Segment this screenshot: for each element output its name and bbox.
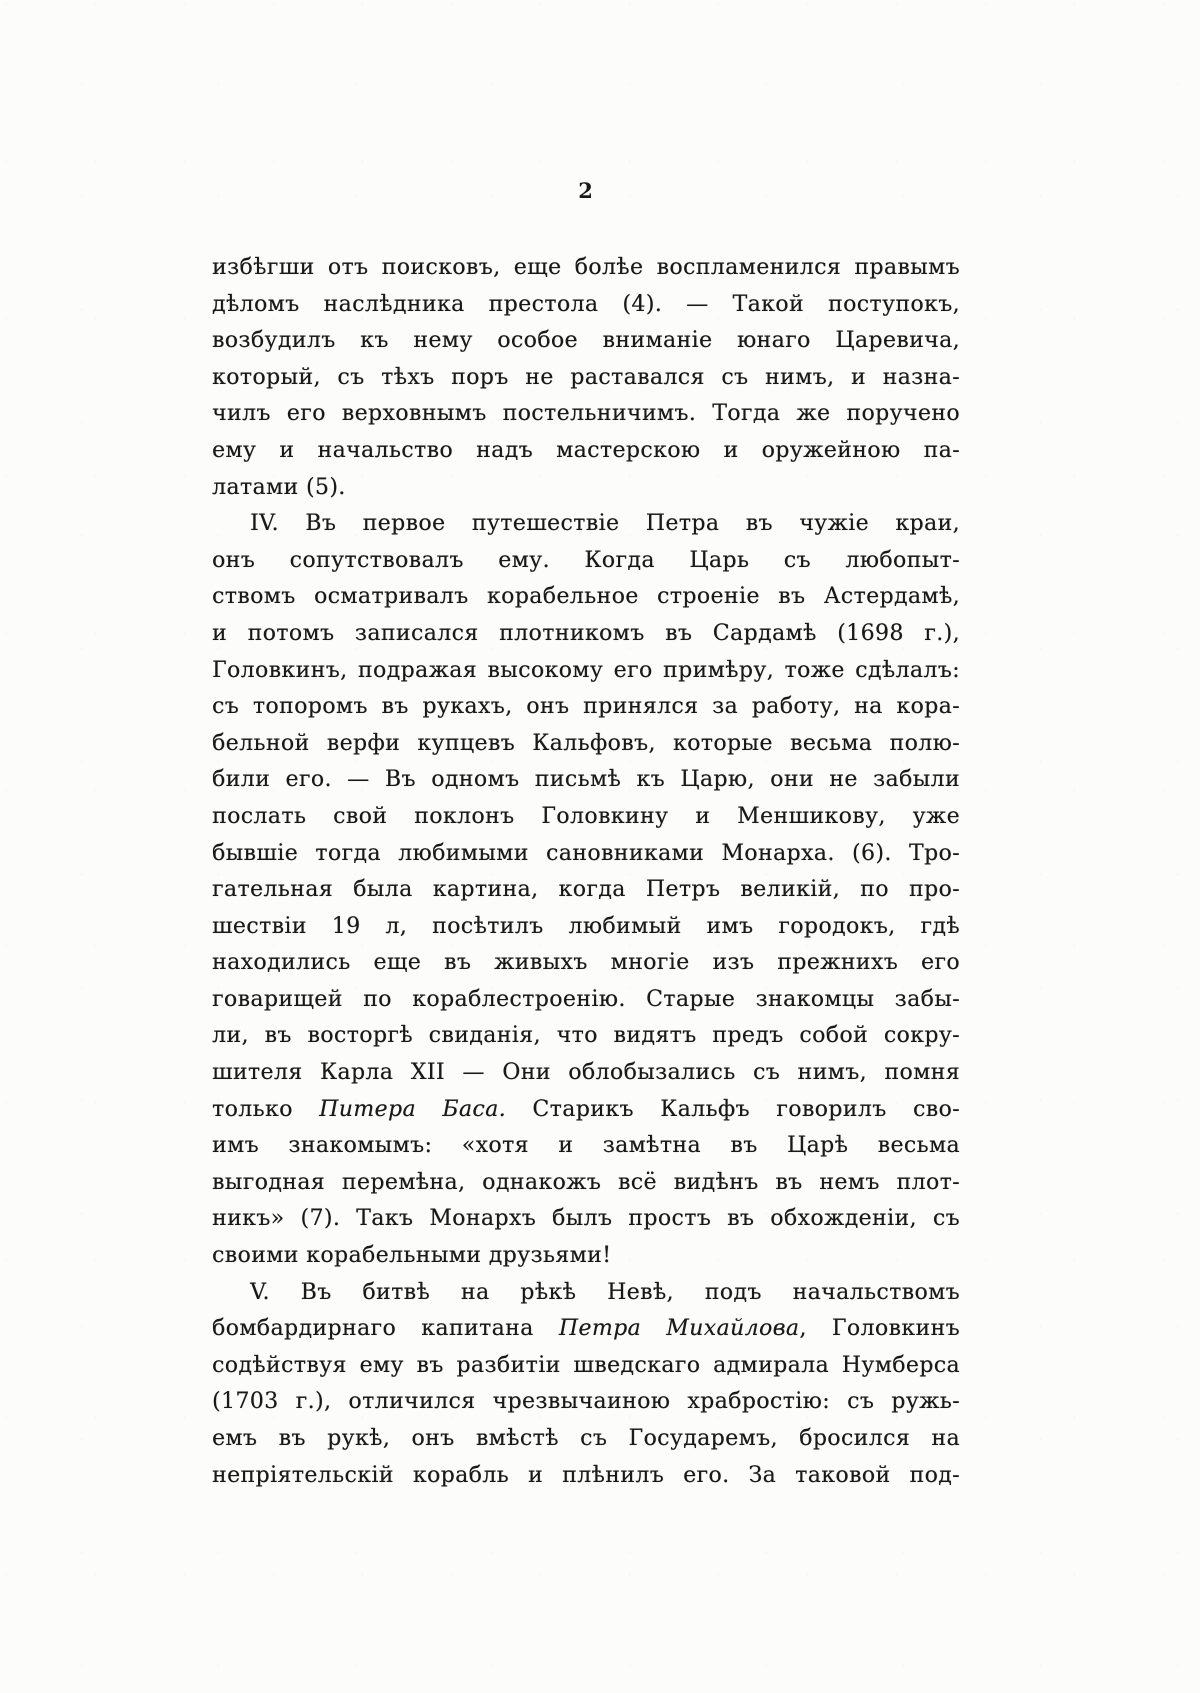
text-segment: шествіи 19 л, посѣтилъ любимый имъ городокъ, гдѣ	[212, 913, 960, 939]
text-line	[212, 726, 960, 763]
text-line	[212, 1238, 960, 1275]
text-line	[212, 1421, 960, 1458]
text-line	[212, 506, 960, 543]
text-segment: ему и начальство надъ мастерскою и оружейною па-	[212, 437, 960, 463]
text-line	[212, 323, 960, 360]
text-segment: бывшіе тогда любимыми сановниками Монарха. (6). Тро-	[212, 840, 960, 866]
text-line	[212, 433, 960, 470]
text-line	[212, 909, 960, 946]
text-segment: бомбардирнаго капитана	[212, 1316, 559, 1342]
text-segment: находились еще въ живыхъ многіе изъ прежнихъ его	[212, 950, 960, 976]
text-line	[212, 1384, 960, 1421]
text-line	[212, 1128, 960, 1165]
text-line	[212, 1275, 960, 1312]
text-segment: IV. Въ первое путешествіе Петра въ чужіе краи,	[250, 511, 960, 537]
page-body	[212, 250, 960, 1494]
page-number: 2	[578, 178, 594, 203]
text-line	[212, 1092, 960, 1129]
text-line	[212, 799, 960, 836]
text-line	[212, 1201, 960, 1238]
text-line	[212, 1018, 960, 1055]
text-line	[212, 762, 960, 799]
italic-text-segment: Питера Баса.	[319, 1096, 507, 1122]
text-segment: гательная была картина, когда Петръ великій, по про-	[212, 877, 960, 903]
text-segment: своими корабельными друзьями!	[212, 1243, 612, 1269]
text-segment: никъ» (7). Такъ Монархъ былъ простъ въ обхожденіи, съ	[212, 1206, 960, 1232]
text-segment: , Головкинъ	[799, 1316, 960, 1342]
text-line	[212, 982, 960, 1019]
text-segment: имъ знакомымъ: «хотя и замѣтна въ Царѣ весьма	[212, 1133, 960, 1159]
text-line	[212, 1311, 960, 1348]
text-segment: который, съ тѣхъ поръ не раставался съ нимъ, и назна-	[212, 364, 960, 390]
text-line	[212, 1458, 960, 1495]
text-line	[212, 945, 960, 982]
text-segment: и потомъ записался плотникомъ въ Сардамѣ (1698 г.),	[212, 620, 960, 646]
text-segment: бельной верфи купцевъ Кальфовъ, которые весьма полю-	[212, 730, 960, 756]
text-line	[212, 689, 960, 726]
text-segment: выгодная перемѣна, однакожъ всё видѣнъ въ немъ плот-	[212, 1169, 960, 1195]
text-line	[212, 872, 960, 909]
text-segment: возбудилъ къ нему особое вниманіе юнаго Царевича,	[212, 328, 960, 354]
text-line	[212, 360, 960, 397]
text-segment: только	[212, 1096, 320, 1122]
text-line	[212, 616, 960, 653]
text-line	[212, 1165, 960, 1202]
text-line	[212, 543, 960, 580]
text-segment: шителя Карла XII — Они облобызались съ нимъ, помня	[212, 1060, 960, 1086]
italic-text-segment: Петра Михайлова	[558, 1316, 800, 1342]
text-segment: V. Въ битвѣ на рѣкѣ Невѣ, подъ начальствомъ	[250, 1279, 960, 1305]
text-segment: онъ сопутствовалъ ему. Когда Царь съ любопыт-	[212, 547, 960, 573]
text-segment: Головкинъ, подражая высокому его примѣру, тоже сдѣлалъ:	[212, 657, 960, 683]
text-segment: ствомъ осматривалъ корабельное строеніе въ Астердамѣ,	[212, 584, 960, 610]
text-segment: ли, въ восторгѣ свиданія, что видятъ предъ собой сокру-	[212, 1023, 960, 1049]
text-segment: съ топоромъ въ рукахъ, онъ принялся за работу, на кора-	[212, 694, 960, 720]
text-segment: говарищей по кораблестроенію. Старые знакомцы забы-	[212, 986, 960, 1012]
text-line	[212, 1055, 960, 1092]
text-segment: латами (5).	[212, 474, 346, 500]
text-segment: Старикъ Кальфъ говорилъ сво-	[506, 1096, 960, 1122]
text-segment: (1703 г.), отличился чрезвычаиною храбростію: съ ружь-	[212, 1389, 960, 1415]
text-segment: чилъ его верховнымъ постельничимъ. Тогда же поручено	[212, 401, 960, 427]
text-line	[212, 579, 960, 616]
text-segment: емъ въ рукѣ, онъ вмѣстѣ съ Государемъ, бросился на	[212, 1426, 960, 1451]
text-line	[212, 396, 960, 433]
text-line	[212, 836, 960, 873]
text-line	[212, 287, 960, 324]
text-line	[212, 250, 960, 287]
text-segment: содѣйствуя ему въ разбитіи шведскаго адмирала Нумберса	[212, 1352, 960, 1378]
text-line	[212, 1348, 960, 1385]
text-line	[212, 470, 960, 507]
text-segment: послать свой поклонъ Головкину и Меншикову, уже	[212, 803, 960, 829]
text-segment: били его. — Въ одномъ письмѣ къ Царю, они не забыли	[212, 767, 960, 793]
text-segment: непріятельскій корабль и плѣнилъ его. За таковой под-	[212, 1462, 960, 1488]
text-segment: дѣломъ наслѣдника престола (4). — Такой поступокъ,	[212, 291, 960, 317]
text-line	[212, 653, 960, 690]
text-segment: избѣгши отъ поисковъ, еще болѣе воспламенился правымъ	[212, 255, 960, 280]
